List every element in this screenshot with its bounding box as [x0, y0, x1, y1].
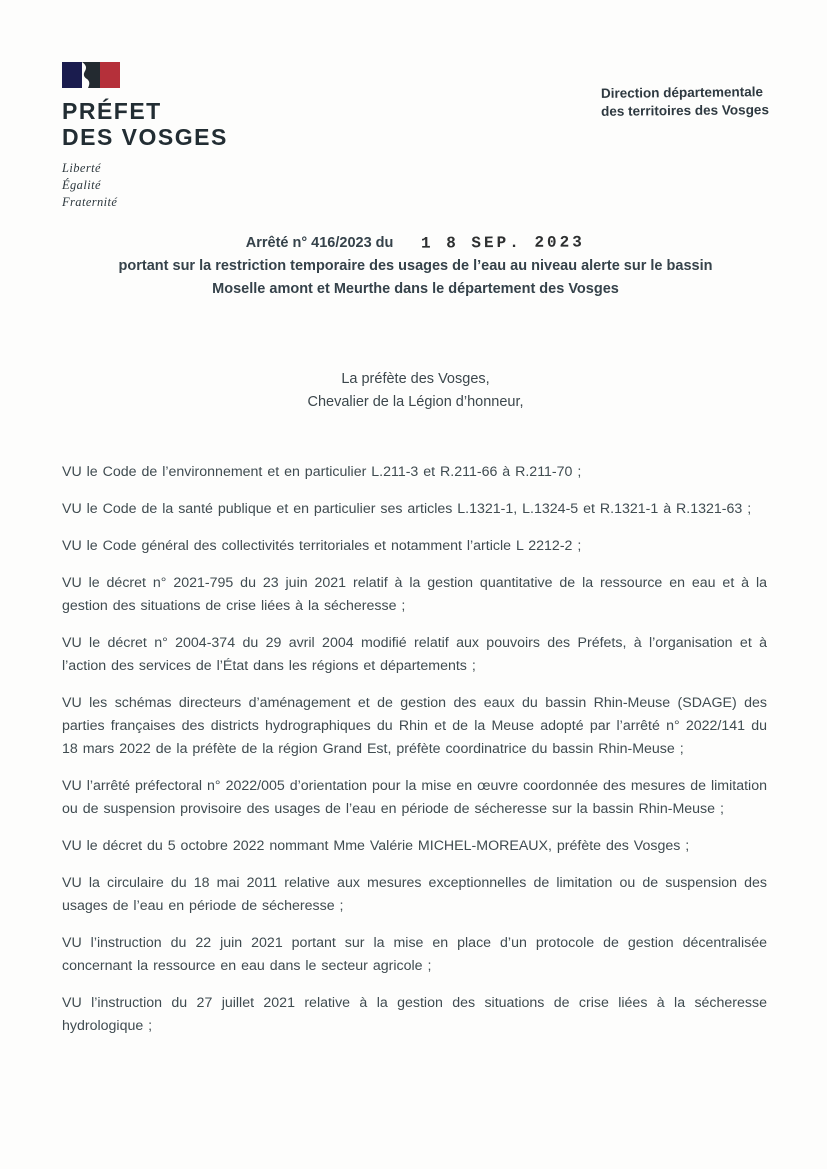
vu-paragraph: VU l’arrêté préfectoral n° 2022/005 d’orientation pour la mise en œuvre coordonnée des mesures de limitation ou de suspension provisoire des usages de l’eau en période de sécheresse sur la bassin Rhin-Meuse ;: [62, 778, 767, 817]
vu-paragraph: VU le Code général des collectivités territoriales et notamment l’article L 2212-2 ;: [62, 538, 582, 554]
decree-subject-line2: Moselle amont et Meurthe dans le département des Vosges: [212, 281, 619, 297]
date-stamp: 1 8 SEP. 2023: [421, 233, 586, 253]
decree-number: Arrêté n° 416/2023 du: [245, 235, 394, 251]
decree-body: [62, 461, 767, 1052]
salutation-line1: La préfète des Vosges,: [341, 371, 490, 387]
vu-paragraph: VU l’instruction du 27 juillet 2021 relative à la gestion des situations de crise liées à la sécheresse hydrologique ;: [62, 995, 767, 1034]
prefet-name-line2: DES VOSGES: [62, 124, 228, 150]
vu-paragraph: VU le décret n° 2004-374 du 29 avril 2004 modifié relatif aux pouvoirs des Préfets, à l’organisation et à l’action des services de l’État dans les régions et départements ;: [62, 635, 767, 674]
vu-paragraph: VU le décret du 5 octobre 2022 nommant Mme Valérie MICHEL-MOREAUX, préfète des Vosges ;: [62, 838, 690, 854]
motto-egalite: Égalité: [62, 178, 101, 192]
salutation-block: [62, 368, 769, 414]
vu-paragraph: VU la circulaire du 18 mai 2011 relative aux mesures exceptionnelles de limitation ou de suspension des usages de l’eau en période de sécheresse ;: [62, 875, 767, 914]
decree-subject-line1: portant sur la restriction temporaire des usages de l’eau au niveau alerte sur le bassin: [118, 258, 713, 274]
motto-liberte: Liberté: [62, 161, 101, 175]
direction-line1: Direction départementale: [600, 84, 764, 101]
vu-paragraph: VU le Code de l’environnement et en particulier L.211-3 et R.211-66 à R.211-70 ;: [62, 464, 582, 480]
vu-paragraph: VU le décret n° 2021-795 du 23 juin 2021 relatif à la gestion quantitative de la ressource en eau et à la gestion des situations de crise liées à la sécheresse ;: [62, 575, 767, 614]
vu-paragraph: VU l’instruction du 22 juin 2021 portant sur la mise en place d’un protocole de gestion décentralisée concernant la ressource en eau dans le secteur agricole ;: [62, 935, 767, 974]
motto-fraternite: Fraternité: [62, 195, 118, 209]
prefet-logo-block: [62, 60, 322, 211]
prefet-name: [62, 98, 322, 150]
decree-number-line: [62, 232, 769, 255]
vu-paragraph: VU le Code de la santé publique et en particulier ses articles L.1321-1, L.1324-5 et R.1321-1 à R.1321-63 ;: [62, 501, 752, 517]
vu-paragraph: VU les schémas directeurs d’aménagement et de gestion des eaux du bassin Rhin-Meuse (SDAGE) des parties françaises des districts hydrographiques du Rhin et de la Meuse adopté par l’arrêté n° 2022/141 du 18 mars 2022 de la préfète de la région Grand Est, préfète coordinatrice du bassin Rhin-Meuse ;: [62, 695, 767, 757]
republic-motto: [62, 160, 322, 211]
direction-line2: des territoires des Vosges: [601, 102, 770, 119]
prefet-name-line1: PRÉFET: [62, 98, 162, 124]
decree-title: [62, 232, 769, 301]
salutation-line2: Chevalier de la Légion d’honneur,: [307, 394, 524, 410]
french-flag-icon: [62, 60, 120, 90]
issuing-direction: [601, 83, 769, 121]
